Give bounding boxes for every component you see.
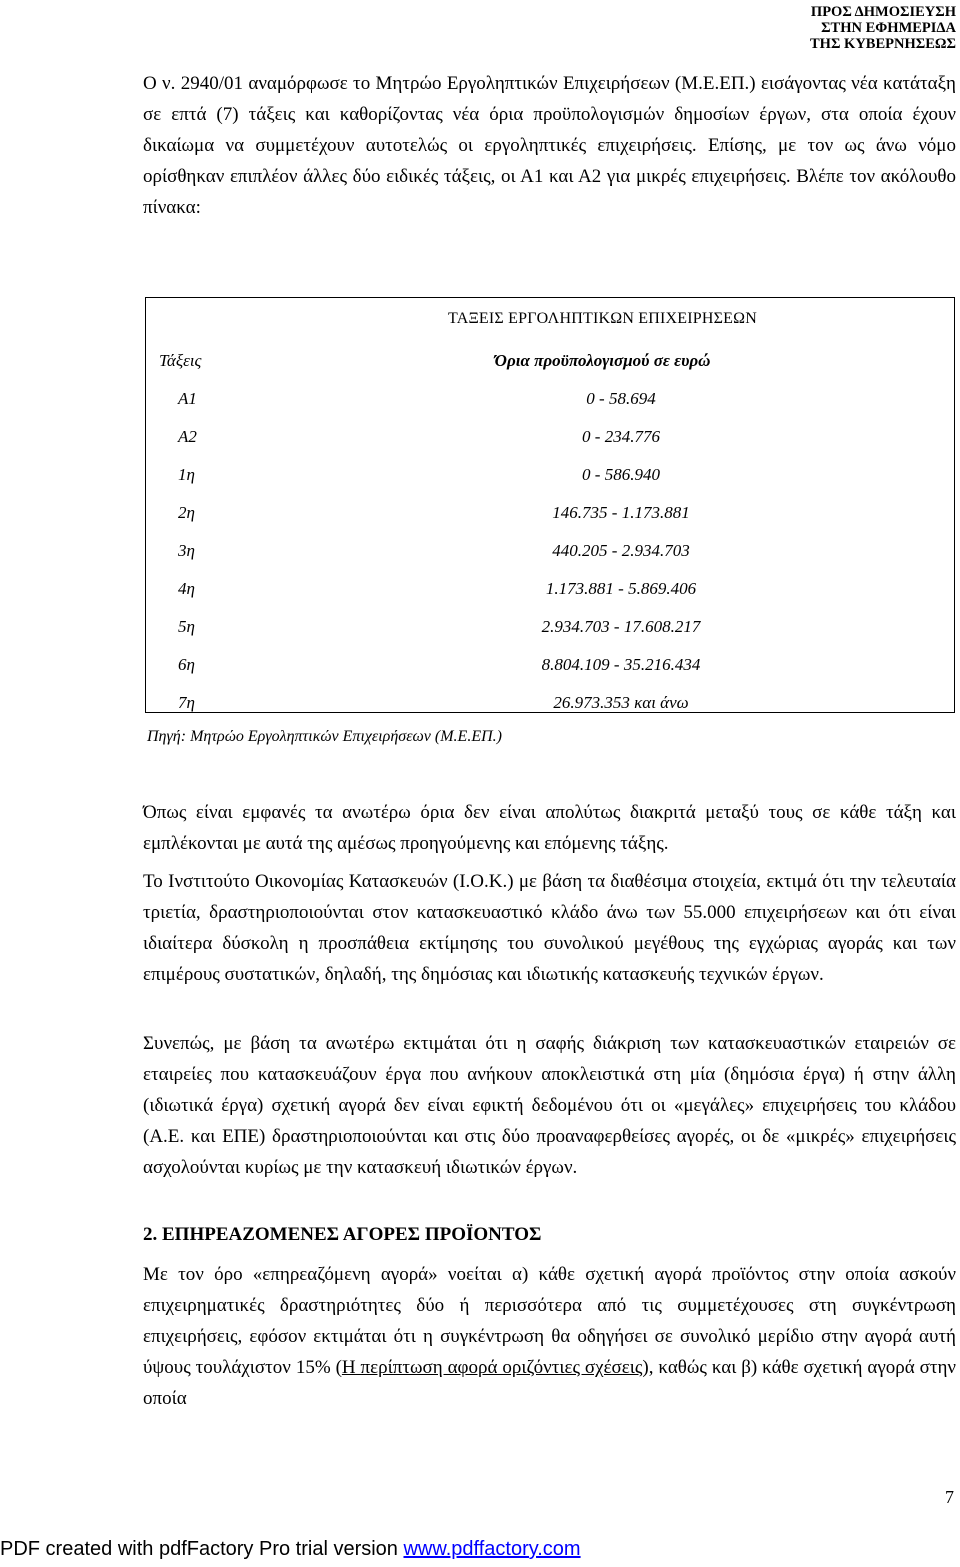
class-cell: 7η bbox=[178, 693, 195, 712]
affected-market-text: Με τον όρο «επηρεαζόμενη αγορά» νοείται α) κάθε σχετική αγορά προϊόντος στην οποία ασκούν επιχειρηματικές δραστηριότητες δύο ή περισσότερα από τις συμμετέχουσες στη συγκέντρωση επιχειρήσεις, εφόσον εκτιμάται ότι η συγκέντρωση θα οδηγήσει σε συνολικό μερίδιο στην αγορά αυτή ύψους τουλάχιστον 15% ( bbox=[143, 1264, 956, 1378]
section-heading: 2. ΕΠΗΡΕΑΖΟΜΕΝΕΣ ΑΓΟΡΕΣ ΠΡΟΪΟΝΤΟΣ bbox=[143, 1224, 542, 1245]
table-row bbox=[146, 684, 954, 722]
class-column-header: Τάξεις bbox=[159, 351, 202, 370]
pdf-footer-text: PDF created with pdfFactory Pro trial version bbox=[0, 1538, 404, 1560]
table-header-row bbox=[146, 342, 954, 380]
intro-paragraph: Ο ν. 2940/01 αναμόρφωσε το Μητρώο Εργοληπτικών Επιχειρήσεων (Μ.Ε.ΕΠ.) εισάγοντας νέα κατάταξη σε επτά (7) τάξεις και καθορίζοντας νέα όρια προϋπολογισμών δημοσίων έργων, στα οποία έχουν δικαίωμα να συμμετέχουν αυτοτελώς οι εργοληπτικές επιχειρήσεις. Επίσης, με τον ως άνω νόμο ορίσθηκαν επιπλέον άλλες δύο ειδικές τάξεις, οι Α1 και Α2 για μικρές επιχειρήσεις. Βλέπε τον ακόλουθο πίνακα: bbox=[143, 73, 956, 218]
stamp-line-3: ΤΗΣ ΚΥΒΕΡΝΗΣΕΩΣ bbox=[810, 36, 956, 52]
class-cell: Α1 bbox=[178, 389, 197, 408]
page-number: 7 bbox=[945, 1487, 954, 1507]
range-column-header: Όρια προϋπολογισμού σε ευρώ bbox=[494, 351, 711, 370]
publication-stamp bbox=[656, 4, 956, 52]
class-cell: Α2 bbox=[178, 427, 197, 446]
table-row bbox=[146, 532, 954, 570]
table-source-note: Πηγή: Μητρώο Εργοληπτικών Επιχειρήσεων (Μ.Ε.ΕΠ.) bbox=[147, 728, 502, 745]
pdf-footer bbox=[0, 1538, 581, 1561]
range-cell: 2.934.703 - 17.608.217 bbox=[541, 617, 701, 636]
class-cell: 2η bbox=[178, 503, 195, 522]
paragraph-overlap: Όπως είναι εμφανές τα ανωτέρω όρια δεν είναι απολύτως διακριτά μεταξύ τους σε κάθε τάξη και εμπλέκονται με αυτά της αμέσως προηγούμενης και επόμενης τάξης. bbox=[143, 802, 956, 854]
range-cell: 0 - 58.694 bbox=[586, 389, 656, 408]
class-cell: 5η bbox=[178, 617, 195, 636]
range-cell: 1.173.881 - 5.869.406 bbox=[545, 579, 697, 598]
class-cell: 3η bbox=[178, 541, 195, 560]
underlined-note: Η περίπτωση αφορά οριζόντιες σχέσεις bbox=[341, 1357, 643, 1378]
stamp-line-2: ΣΤΗΝ ΕΦΗΜΕΡΙΔΑ bbox=[821, 20, 956, 36]
table-row bbox=[146, 608, 954, 646]
range-cell: 0 - 586.940 bbox=[582, 465, 660, 484]
range-cell: 26.973.353 και άνω bbox=[553, 693, 689, 712]
table-row bbox=[146, 646, 954, 684]
table-row bbox=[146, 418, 954, 456]
classes-table bbox=[145, 297, 955, 713]
paragraph-affected-market bbox=[143, 1259, 956, 1414]
range-cell: 440.205 - 2.934.703 bbox=[552, 541, 690, 560]
range-cell: 8.804.109 - 35.216.434 bbox=[541, 655, 701, 674]
class-cell: 6η bbox=[178, 655, 195, 674]
pdffactory-link[interactable]: www.pdffactory.com bbox=[403, 1538, 581, 1560]
table-row bbox=[146, 570, 954, 608]
class-cell: 1η bbox=[178, 465, 195, 484]
class-cell: 4η bbox=[178, 579, 195, 598]
range-cell: 146.735 - 1.173.881 bbox=[552, 503, 690, 522]
table-title: ΤΑΞΕΙΣ ΕΡΓΟΛΗΠΤΙΚΩΝ ΕΠΙΧΕΙΡΗΣΕΩΝ bbox=[448, 310, 757, 327]
stamp-line-1: ΠΡΟΣ ΔΗΜΟΣΙΕΥΣΗ bbox=[810, 4, 956, 20]
table-row bbox=[146, 494, 954, 532]
table-row bbox=[146, 456, 954, 494]
table-row bbox=[146, 380, 954, 418]
affected-market-text-end: ), καθώς και β) κάθε σχετική αγορά στην οποία bbox=[143, 1357, 956, 1409]
range-cell: 0 - 234.776 bbox=[582, 427, 660, 446]
paragraph-iok: Το Ινστιτούτο Οικονομίας Κατασκευών (Ι.Ο.Κ.) με βάση τα διαθέσιμα στοιχεία, εκτιμά ότι την τελευταία τριετία, δραστηριοποιούνται στον κατασκευαστικό κλάδο άνω των 55.000 επιχειρήσεων και ότι είναι ιδιαίτερα δύσκολη η προσπάθεια εκτίμησης του συνολικού μεγέθους της εγχώριας αγοράς και των επιμέρους συστατικών, δηλαδή, της δημόσιας και ιδιωτικής κατασκευής τεχνικών έργων. bbox=[143, 871, 956, 985]
paragraph-consequently: Συνεπώς, με βάση τα ανωτέρω εκτιμάται ότι η σαφής διάκριση των κατασκευαστικών εταιρειών σε εταιρείες που κατασκευάζουν έργα που ανήκουν αποκλειστικά στη μία (δημόσια έργα) ή στην άλλη (ιδιωτικά έργα) σχετική αγορά δεν είναι εφικτή δεδομένου ότι οι «μεγάλες» επιχειρήσεις του κλάδου (Α.Ε. και ΕΠΕ) δραστηριοποιούνται και στις δύο προαναφερθείσες αγορές, οι δε «μικρές» επιχειρήσεις ασχολούνται κυρίως με την κατασκευή ιδιωτικών έργων. bbox=[143, 1033, 956, 1178]
